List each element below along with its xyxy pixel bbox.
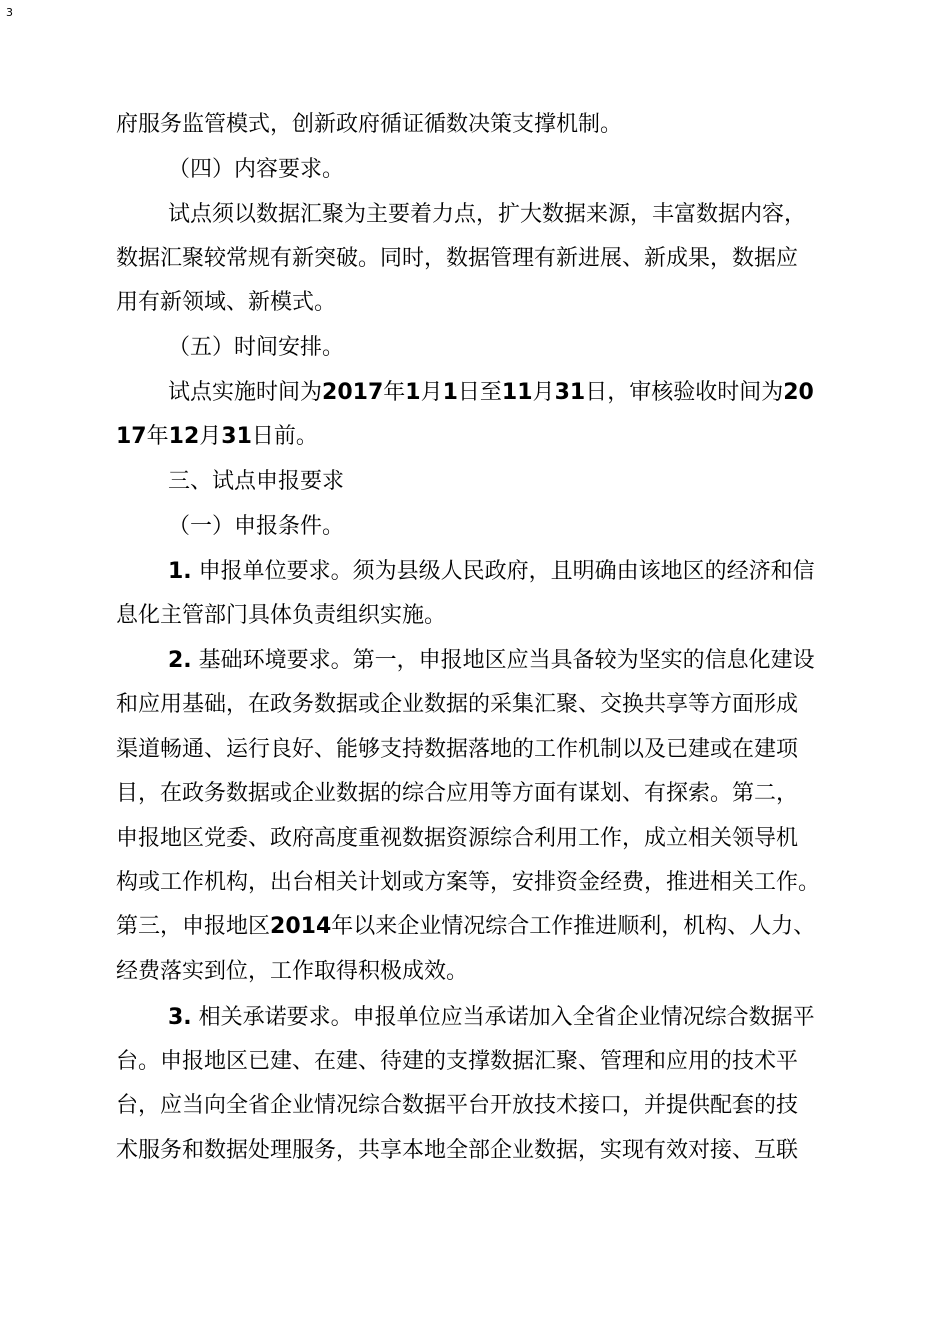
text-run: 第三，申报地区 xyxy=(116,914,271,939)
date-month: 11 xyxy=(501,380,533,405)
text-run: 年 xyxy=(383,380,406,405)
text-line-4: 数据汇聚较常规有新突破。同时，数据管理有新进展、新成果，数据应 xyxy=(116,246,799,271)
text-line-20: 经费落实到位，工作取得积极成效。 xyxy=(116,959,469,984)
item-number: 2. xyxy=(168,648,192,673)
text-line-19 xyxy=(116,912,815,942)
date-day: 31 xyxy=(221,424,252,449)
text-line-21 xyxy=(168,1003,815,1033)
text-run: 年 xyxy=(146,424,169,449)
item-number: 3. xyxy=(168,1005,192,1030)
text-run: 月 xyxy=(532,380,555,405)
section-heading-schedule: （五）时间安排。 xyxy=(168,335,345,360)
item-number: 1. xyxy=(168,559,192,584)
text-line-22: 台。申报地区已建、在建、待建的支撑数据汇聚、管理和应用的技术平 xyxy=(116,1049,799,1074)
text-run: 试点实施时间为 xyxy=(168,380,323,405)
text-run: 月 xyxy=(199,424,222,449)
text-line-14: 和应用基础，在政务数据或企业数据的采集汇聚、交换共享等方面形成 xyxy=(116,692,799,717)
text-line-8 xyxy=(116,422,318,452)
text-line-5: 用有新领域、新模式。 xyxy=(116,290,337,315)
text-line-12: 息化主管部门具体负责组织实施。 xyxy=(116,603,447,628)
text-run: 基础环境要求。第一，申报地区应当具备较为坚实的信息化建设 xyxy=(198,648,815,673)
chapter-heading: 三、试点申报要求 xyxy=(168,469,345,494)
text-line-7 xyxy=(168,378,814,408)
text-line-3: 试点须以数据汇聚为主要着力点，扩大数据来源，丰富数据内容， xyxy=(168,202,807,227)
text-line-24: 术服务和数据处理服务，共享本地全部企业数据，实现有效对接、互联 xyxy=(116,1138,799,1163)
date-month: 12 xyxy=(168,424,200,449)
text-line-13 xyxy=(168,646,815,676)
date-year-part: 20 xyxy=(783,380,814,405)
text-line-11 xyxy=(168,557,815,587)
text-run: 年以来企业情况综合工作推进顺利，机构、人力、 xyxy=(331,914,816,939)
text-line-23: 台，应当向全省企业情况综合数据平台开放技术接口，并提供配套的技 xyxy=(116,1093,799,1118)
text-line-1: 府服务监管模式，创新政府循证循数决策支撑机制。 xyxy=(116,112,623,137)
text-run: 申报单位要求。须为县级人民政府，且明确由该地区的经济和信 xyxy=(198,559,815,584)
date-month: 1 xyxy=(405,380,421,405)
date-year: 2017 xyxy=(322,380,384,405)
page-number: 3 xyxy=(6,6,13,19)
date-day: 1 xyxy=(442,380,458,405)
year: 2014 xyxy=(270,914,332,939)
text-run: 日至 xyxy=(457,380,502,405)
section-heading-conditions: （一）申报条件。 xyxy=(168,514,345,539)
date-day: 31 xyxy=(554,380,586,405)
text-run: 日前。 xyxy=(251,424,318,449)
date-year-part: 17 xyxy=(116,424,147,449)
text-line-15: 渠道畅通、运行良好、能够支持数据落地的工作机制以及已建或在建项 xyxy=(116,737,799,762)
text-run: 日，审核验收时间为 xyxy=(585,380,784,405)
section-heading-content: （四）内容要求。 xyxy=(168,157,345,182)
text-run: 月 xyxy=(420,380,443,405)
text-line-16: 目，在政务数据或企业数据的综合应用等方面有谋划、有探索。第二， xyxy=(116,781,799,806)
text-line-17: 申报地区党委、政府高度重视数据资源综合利用工作，成立相关领导机 xyxy=(116,826,799,851)
text-run: 相关承诺要求。申报单位应当承诺加入全省企业情况综合数据平 xyxy=(198,1005,815,1030)
text-line-18: 构或工作机构，出台相关计划或方案等，安排资金经费，推进相关工作。 xyxy=(116,870,821,895)
